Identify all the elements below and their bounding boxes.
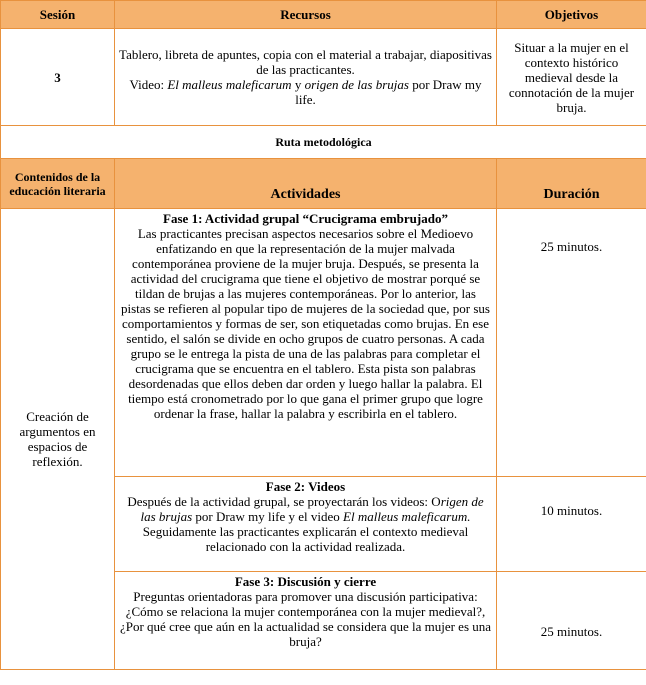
header-actividades: Actividades [115, 159, 497, 209]
phase-2-body [119, 494, 492, 554]
phase-1-cell [115, 209, 497, 477]
phase-2-intro: Después de la actividad grupal, se proyectarán los videos: O [127, 494, 441, 509]
video-title-malleus: El malleus maleficarum [167, 77, 292, 92]
phase-2-duration: 10 minutos. [497, 477, 646, 572]
activity-header-row [1, 159, 646, 209]
phase-2-cell [115, 477, 497, 572]
header-sesion: Sesión [1, 1, 115, 29]
session-number: 3 [1, 29, 115, 126]
phase-1-duration: 25 minutos. [497, 209, 646, 477]
objetivos-cell: Situar a la mujer en el contexto histórico medieval desde la connotación de la mujer bruja. [497, 29, 646, 126]
ruta-row [1, 126, 646, 159]
recursos-line: Tablero, libreta de apuntes, copia con el material a trabajar, diapositivas de las practicantes. [119, 47, 492, 77]
ruta-metodologica-title: Ruta metodológica [1, 126, 646, 159]
contenido-cell: Creación de argumentos en espacios de reflexión. [1, 209, 115, 670]
recursos-cell [115, 29, 497, 126]
header-row [1, 1, 646, 29]
phase-2-title-origen: rigen de las brujas [140, 494, 484, 524]
phase-3-cell [115, 572, 497, 670]
phase-3-duration: 25 minutos. [497, 572, 646, 670]
phase-1-body: Las practicantes precisan aspectos necesarios sobre el Medioevo enfatizando en que la representación de la mujer malvada contemporánea proviene de la mujer bruja. Después, se presenta la actividad del crucigrama que tiene el objetivo de mostrar porqué se tildan de brujas a las mujeres contemporáneas. Por lo anterior, las pistas se refieren al popular tipo de mujeres de la sociedad que, por sus comportamientos y formas de ser, son etiquetadas como brujas. En ese sentido, el salón se divide en ocho grupos de cuatro personas. A cada grupo se le entrega la pista de una de las palabras para completar el crucigrama que se encuentra en el tablero. Esta pista son palabras desordenadas que ellos deben dar orden y luego hallar la palabra. El tiempo está cronometrado por lo que gana el primer grupo que logre ordenar la frase, hallar la palabra y escribirla en el tablero. [121, 226, 490, 421]
phase-3-title: Fase 3: Discusión y cierre [234, 574, 377, 589]
header-duracion: Duración [497, 159, 646, 209]
phase-3-body: Preguntas orientadoras para promover una discusión participativa: ¿Cómo se relaciona la mujer contemporánea con la mujer medieval?, ¿Por qué cree que aún en la actualidad se considera que la mujer es una bruja? [119, 589, 492, 649]
phase-2-mid: por Draw my life y el video [192, 509, 344, 524]
phase-row-1 [1, 209, 646, 477]
session-row [1, 29, 646, 126]
header-recursos: Recursos [115, 1, 497, 29]
video-prefix: Video: [129, 77, 168, 92]
phase-2-end: Seguidamente las practicantes explicarán el contexto medieval relacionado con la actividad realizada. [142, 524, 469, 554]
header-objetivos: Objetivos [497, 1, 646, 29]
header-contenidos: Contenidos de la educación literaria [1, 159, 115, 209]
phase-2-title: Fase 2: Videos [265, 479, 346, 494]
phase-1-title: Fase 1: Actividad grupal “Crucigrama embrujado” [163, 211, 448, 226]
video-conjunction: y [291, 77, 305, 92]
video-suffix: por Draw my life. [295, 77, 482, 107]
video-title-origen: origen de las brujas [304, 77, 409, 92]
phase-2-title-malleus: El malleus maleficarum. [343, 509, 471, 524]
